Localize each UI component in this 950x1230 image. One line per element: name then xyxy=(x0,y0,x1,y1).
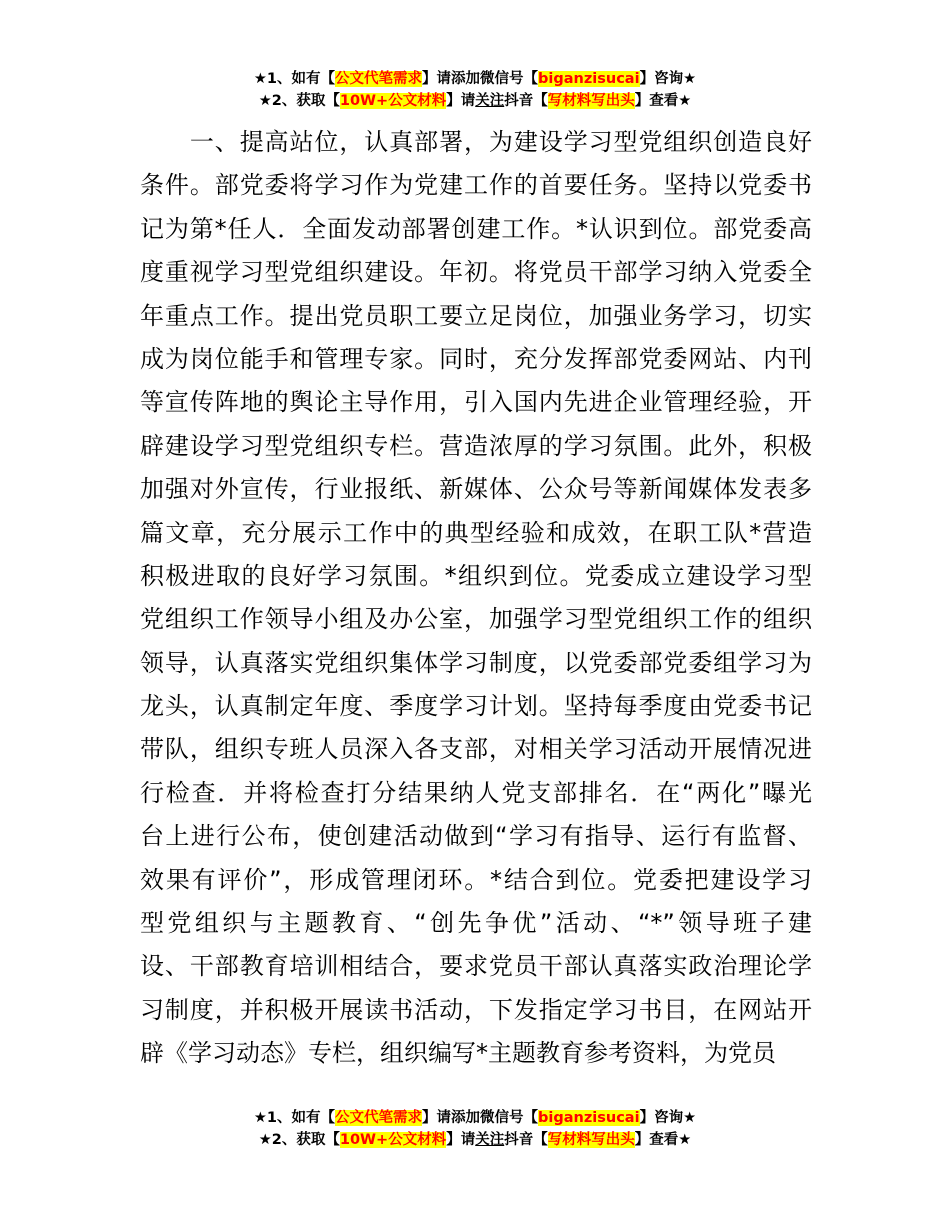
banner-line-2 xyxy=(0,1129,950,1151)
banner-highlight-materials: 10W+公文材料 xyxy=(339,1132,447,1148)
banner-highlight-service: 公文代笔需求 xyxy=(335,71,423,87)
body-line: 积极进取的良好学习氛围。*组织到位。党委成立建设学习型 xyxy=(140,561,812,590)
banner-line-1-suffix: 】咨询★ xyxy=(639,1110,697,1126)
body-line: 篇文章，充分展示工作中的典型经验和成效，在职工队*营造 xyxy=(140,518,812,547)
body-line: 型党组织与主题教育、“创先争优”活动、“*”领导班子建 xyxy=(140,909,812,938)
banner-line-1-middle: 】请添加微信号【 xyxy=(422,1110,539,1126)
banner-line-2 xyxy=(0,90,950,112)
banner-highlight-wechat-id: biganzisucai xyxy=(538,1110,640,1126)
body-line: 一、提高站位，认真部署，为建设学习型党组织创造良好 xyxy=(140,128,812,156)
body-line: 度重视学习型党组织建设。年初。将党员干部学习纳入党委全 xyxy=(140,258,812,287)
body-line: 效果有评价”，形成管理闭环。*结合到位。党委把建设学习 xyxy=(140,865,812,894)
banner-line-2-middle-b: 抖音【 xyxy=(504,1132,548,1148)
banner-line-2-middle-b: 抖音【 xyxy=(504,93,548,109)
body-line: 台上进行公布，使创建活动做到“学习有指导、运行有监督、 xyxy=(140,822,812,851)
document-body xyxy=(140,121,812,1076)
body-line: 等宣传阵地的舆论主导作用，引入国内先进企业管理经验，开 xyxy=(140,388,812,417)
banner-highlight-service: 公文代笔需求 xyxy=(335,1110,423,1126)
body-line: 条件。部党委将学习作为党建工作的首要任务。坚持以党委书 xyxy=(140,171,812,200)
banner-line-2-prefix: ★2、获取【 xyxy=(258,93,340,109)
body-line: 加强对外宣传，行业报纸、新媒体、公众号等新闻媒体发表多 xyxy=(140,475,812,504)
banner-line-1 xyxy=(0,68,950,90)
body-line: 记为第*任人．全面发动部署创建工作。*认识到位。部党委高 xyxy=(140,214,812,243)
banner-line-1-suffix: 】咨询★ xyxy=(639,71,697,87)
body-line: 成为岗位能手和管理专家。同时，充分发挥部党委网站、内刊 xyxy=(140,344,812,373)
footer-banner xyxy=(0,1107,950,1151)
body-line: 辟《学习动态》专栏，组织编写*主题教育参考资料，为党员 xyxy=(140,1039,776,1068)
body-line: 习制度，并积极开展读书活动，下发指定学习书目，在网站开 xyxy=(140,995,812,1024)
body-line: 龙头，认真制定年度、季度学习计划。坚持每季度由党委书记 xyxy=(140,692,812,721)
banner-highlight-account: 写材料写出头 xyxy=(547,1132,635,1148)
banner-underline-follow: 关注 xyxy=(475,93,505,109)
body-line: 党组织工作领导小组及办公室，加强学习型党组织工作的组织 xyxy=(140,605,812,634)
body-line: 年重点工作。提出党员职工要立足岗位，加强业务学习，切实 xyxy=(140,301,812,330)
banner-underline-follow: 关注 xyxy=(475,1132,505,1148)
body-line: 设、干部教育培训相结合，要求党员干部认真落实政治理论学 xyxy=(140,952,812,981)
header-banner xyxy=(0,68,950,112)
banner-highlight-materials: 10W+公文材料 xyxy=(339,93,447,109)
banner-line-2-prefix: ★2、获取【 xyxy=(258,1132,340,1148)
banner-line-1-prefix: ★1、如有【 xyxy=(253,71,336,87)
body-line: 行检查．并将检查打分结果纳人党支部排名．在“两化”曝光 xyxy=(140,778,812,807)
banner-line-2-middle-a: 】请 xyxy=(446,93,476,109)
body-line: 领导，认真落实党组织集体学习制度，以党委部党委组学习为 xyxy=(140,648,812,677)
banner-highlight-account: 写材料写出头 xyxy=(547,93,635,109)
banner-line-1-middle: 】请添加微信号【 xyxy=(422,71,539,87)
banner-line-2-suffix: 】查看★ xyxy=(634,1132,692,1148)
banner-line-2-middle-a: 】请 xyxy=(446,1132,476,1148)
banner-line-2-suffix: 】查看★ xyxy=(634,93,692,109)
body-line: 辟建设学习型党组织专栏。营造浓厚的学习氛围。此外，积极 xyxy=(140,431,812,460)
body-line: 带队，组织专班人员深入各支部，对相关学习活动开展情况进 xyxy=(140,735,812,764)
banner-line-1 xyxy=(0,1107,950,1129)
banner-line-1-prefix: ★1、如有【 xyxy=(253,1110,336,1126)
banner-highlight-wechat-id: biganzisucai xyxy=(538,71,640,87)
